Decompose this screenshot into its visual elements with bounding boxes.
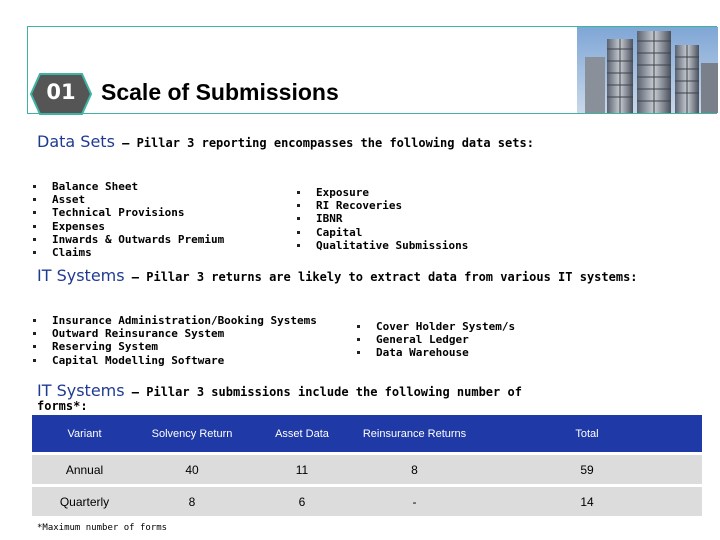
- table-header: Asset Data: [247, 415, 357, 452]
- list-item: Outward Reinsurance System: [33, 327, 317, 340]
- table-cell: 59: [472, 455, 702, 484]
- submissions-title: IT Systems: [37, 381, 125, 400]
- list-item: Inwards & Outwards Premium: [33, 233, 224, 246]
- it-systems-list-right: [357, 320, 515, 360]
- submissions-subtext: – Pillar 3 submissions include the following number of: [124, 385, 522, 399]
- it-systems-heading: [37, 266, 638, 285]
- table-header: Total: [472, 415, 702, 452]
- data-sets-list-left: [33, 180, 224, 259]
- data-sets-title: Data Sets: [37, 132, 115, 151]
- list-item: Expenses: [33, 220, 224, 233]
- table-cell: 8: [357, 455, 472, 484]
- table-row: [32, 455, 702, 484]
- it-systems-list-left: [33, 314, 317, 367]
- footnote: *Maximum number of forms: [37, 523, 168, 533]
- table-cell: 40: [137, 455, 247, 484]
- it-systems-title: IT Systems: [37, 266, 125, 285]
- list-item: Capital Modelling Software: [33, 354, 317, 367]
- list-item: Cover Holder System/s: [357, 320, 515, 333]
- list-item: Qualitative Submissions: [297, 239, 468, 252]
- list-item: Claims: [33, 246, 224, 259]
- list-item: Data Warehouse: [357, 346, 515, 359]
- data-sets-list-right: [297, 186, 468, 252]
- list-item: IBNR: [297, 212, 468, 225]
- list-item: Asset: [33, 193, 224, 206]
- section-number: 01: [46, 80, 76, 104]
- forms-table: [32, 415, 702, 516]
- submissions-heading: [37, 381, 522, 400]
- submissions-subtext-continued: forms*:: [37, 399, 88, 413]
- data-sets-heading: [37, 132, 534, 151]
- list-item: Capital: [297, 226, 468, 239]
- data-sets-subtext: – Pillar 3 reporting encompasses the following data sets:: [114, 136, 534, 150]
- table-cell: 8: [137, 487, 247, 516]
- it-systems-subtext: – Pillar 3 returns are likely to extract data from various IT systems:: [124, 270, 638, 284]
- list-item: General Ledger: [357, 333, 515, 346]
- list-item: Exposure: [297, 186, 468, 199]
- table-row: [32, 487, 702, 516]
- page-title: Scale of Submissions: [101, 79, 339, 105]
- table-header-row: [32, 415, 702, 452]
- list-item: Balance Sheet: [33, 180, 224, 193]
- table-cell: Annual: [32, 455, 137, 484]
- table-cell: 11: [247, 455, 357, 484]
- table-header: Solvency Return: [137, 415, 247, 452]
- list-item: Reserving System: [33, 340, 317, 353]
- list-item: RI Recoveries: [297, 199, 468, 212]
- list-item: Technical Provisions: [33, 206, 224, 219]
- table-header: Variant: [32, 415, 137, 452]
- table-header: Reinsurance Returns: [357, 415, 472, 452]
- table-cell: 6: [247, 487, 357, 516]
- table-cell: Quarterly: [32, 487, 137, 516]
- building-photo: [577, 27, 718, 113]
- list-item: Insurance Administration/Booking Systems: [33, 314, 317, 327]
- table-cell: 14: [472, 487, 702, 516]
- table-cell: -: [357, 487, 472, 516]
